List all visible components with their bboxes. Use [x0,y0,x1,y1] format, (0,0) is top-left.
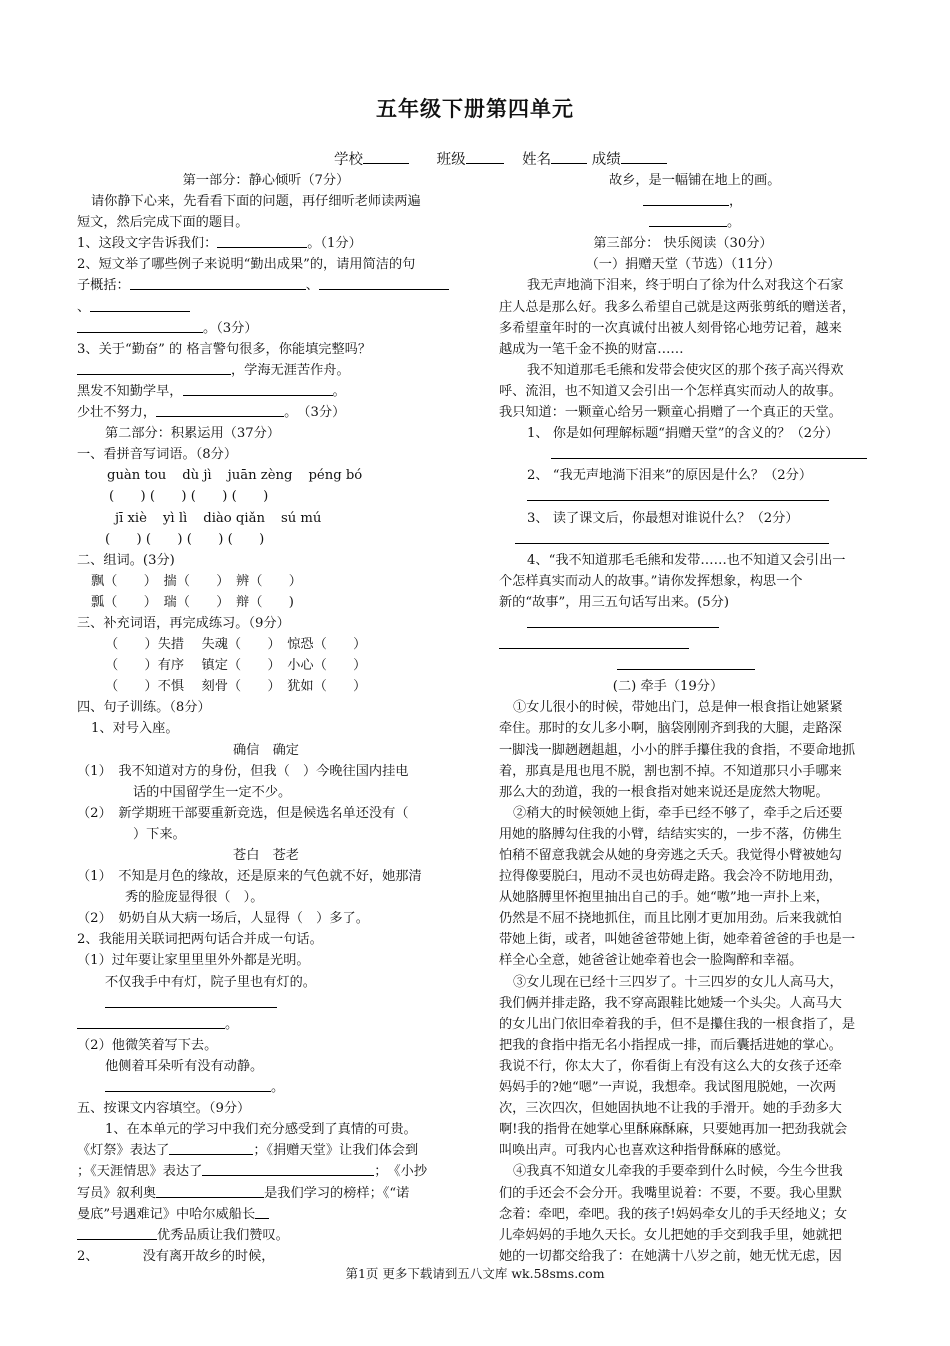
sentence-item: （1） 我不知道对方的身份，但我（ ）今晚往国内挂电 [77,763,409,779]
sentence-item: （2） 奶奶自从大病一场后，人显得（ ）多了。 [77,911,369,927]
fill-item: 曼底”号遇难记》中哈尔威船长 [77,1204,455,1225]
answer-blank[interactable] [217,234,307,248]
reading1-paragraph: 我无声地淌下泪来，终于明白了徐为什么对我这个石家 庄人总是那么好。我多么希望自己就是这两张剪纸的赠送者， 多希望童年时的一次真诚付出被人刻骨铭心地劳记着，越来 越成为一笔千金不换的财富…… [499,278,856,357]
page-title: 五年级下册第四单元 [376,97,574,121]
zuci-row: 飘（ ） 揣（ ） 辨（ ） [91,573,302,589]
answer-line[interactable] [499,444,877,465]
sentence-item: 话的中国留学生一定不少。 [133,784,292,800]
poem-line: 故乡，是一幅铺在地上的画。 [609,173,781,188]
answer-line[interactable]: 。 [77,1077,455,1098]
section-heading: 一、看拼音写词语。（8分） [77,447,238,463]
answer-blank[interactable] [130,276,306,290]
name-label: 姓名 [522,152,552,168]
answer-blank[interactable] [156,1184,264,1198]
section-heading: 三、补充词语，再完成练习。（9分） [77,615,290,631]
answer-blank[interactable] [77,1226,157,1240]
class-field[interactable] [466,149,504,164]
subsection-heading: 1、对号入座。 [91,721,179,737]
answer-line[interactable]: 。 [499,212,877,233]
answer-line[interactable] [499,613,877,634]
answer-line[interactable] [499,655,877,676]
pinyin-row: guàn tou dù jì juān zèng péng bó [107,468,363,484]
reading-question: 4、“我不知道那毛毛熊和发带……也不知道又会引出一 个怎样真实而动人的故事。”请你发挥想象，构思一个 新的“故事”，用三五句话写出来。(5分) [499,552,846,610]
part1-intro: 请你静下心来，先看看下面的问题，再仔细听老师读两遍 [91,194,421,210]
score-field[interactable] [621,149,667,164]
answer-brackets[interactable]: ( ) ( ) ( ) ( ) [105,531,265,547]
word-pair: 确信 确定 [233,742,299,758]
zuci-row: 瓢（ ） 瑞（ ） 辩（ ) [91,594,294,610]
subsection-heading: 2、我能用关联词把两句话合并成一句话。 [77,932,323,948]
question-2: 2、短文举了哪些例子来说明“勤出成果”的，请用简洁的句 [77,257,416,273]
answer-blank[interactable] [319,276,449,290]
idiom-row: （ ）不惧 刻骨（ ） 犹如（ ） [105,679,367,695]
question-3: 黑发不知勤学早， 。 [77,383,346,399]
reading-question: 2、 “我无声地淌下泪来”的原因是什么？（2分） [527,468,813,484]
section-heading: 五、按课文内容填空。（9分） [77,1101,251,1117]
sentence-item: （2） 新学期班干部要重新竞选，但是候选名单还没有（ [77,805,409,821]
reading2-paragraph: ④我真不知道女儿牵我的手要牵到什么时候，今生今世我 们的手还会不会分开。我嘴里说着：不要，不要。我心里默 念着：牵吧，牵吧。我的孩子!妈妈牵女儿的手天经地义；女 儿牵妈妈的手地久天长。女儿把她的手交到我手里，她就把 她的一切都交给我了：在她满十八岁之前，她无忧无虑，因 [499,1164,848,1264]
question-2: 。（3分） [77,318,455,339]
sentence-item: 不仅我手中有灯，院子里也有灯的。 [105,974,316,990]
answer-brackets[interactable]: ( ) ( ) ( ) ( ) [109,489,269,505]
reading1-paragraph: 我不知道那毛毛熊和发带会使灾区的那个孩子高兴得欢 呼、流泪，也不知道又会引出一个怎样真实而动人的故事。 我只知道：一颗童心给另一颗童心捐赠了一个真正的天堂。 [499,362,844,421]
answer-line[interactable]: 。 [77,1014,455,1035]
answer-blank[interactable] [90,298,190,312]
question-2: 、 [77,297,455,318]
reading2-paragraph: ③女儿现在已经十三四岁了。十三四岁的女儿人高马大， 我们俩并排走路，我不穿高跟鞋比她矮一个头尖。人高马大 的女儿出门依旧牵着我的手，但不是攥住我的一根食指了，是 把我的食指中指无名小指捏成一排，而后囊括进她的掌心。 我说不行，你太大了，你看街上有没有这么大的女孩子还牵 妈妈手的?她“嗯”一声说，我想牵。我试图甩脱她，一次两 次，三次四次，但她固执地不让我的手滑开。她的手劲多大 啊!我的指骨在她掌心里酥麻酥麻，只要她再加一把劲我就会 叫唤出声。可我内心也喜欢这种指骨酥麻的感觉。 [499,974,856,1159]
reading2-paragraph: ②稍大的时候领她上街，牵手已经不够了，牵手之后还要 用她的胳膊勾住我的小臂，结结实实的，一步不落，仿佛生 怕稍不留意我就会从她的身旁逃之夭夭。我觉得小臂被她勾 拉得像要脱臼，甩动不灵也妨碍走路。我会冷不防地用劲， 从她胳膊里怀抱里抽出自己的手。她“嗷”地一声扑上来， 仍然是不屈不挠地抓住，而且比刚才更加用劲。后来我就怕 带她上街，或者，叫她爸爸带她上街，她牵着爸爸的手也是一 样全心全意，她爸爸让她牵着也会一脸陶醉和幸福。 [499,805,856,969]
reading-question: 3、 读了课文后，你最想对谁说什么？（2分） [527,510,799,526]
section-heading: 四、句子训练。（8分） [77,700,211,716]
fill-item: 写员》叙利奥 是我们学习的榜样；《“诺 [77,1185,410,1201]
fill-item: 《灯祭》表达了 ；《捐赠天堂》让我们体会到 [77,1143,419,1159]
pinyin-row: jī xiè yì lì diào qiǎn sú mú [115,510,322,526]
name-field[interactable] [551,149,587,164]
class-label: 班级 [436,152,466,168]
answer-line[interactable]: ， [499,191,877,212]
sentence-item: ）下来。 [133,826,186,842]
student-info-line [334,148,667,169]
answer-blank[interactable] [156,403,284,417]
part1-heading: 第一部分：静心倾听（7分） [182,173,350,188]
answer-line[interactable] [77,993,455,1014]
reading-question: 1、 你是如何理解标题“捐赠天堂”的含义的？（2分） [527,426,839,442]
sentence-item: 他侧着耳朵听有没有动静。 [105,1058,264,1074]
question-1: 1、这段文字告诉我们： 。（1分） [77,236,362,252]
word-pair: 苍白 苍老 [233,848,299,863]
sentence-item: （2）他微笑着写下去。 [77,1037,218,1053]
fill-item: 优秀品质让我们赞叹。 [77,1225,455,1246]
reading2-paragraph: ①女儿很小的时候，带她出门，总是伸一根食指让她紧紧 牵住。那时的女儿多小啊，脑袋刚刚齐到我的大腿，走路深 一脚浅一脚趔趔趄趄，小小的胖手攥住我的食指，不要命地抓 着，那真是甩也甩不脱，割也割不掉。不知道那只小手哪来 那么大的劲道，我的一根食指对她来说还是庞然大物呢。 [499,700,856,800]
answer-line[interactable] [499,529,877,550]
sentence-item: 秀的脸庞显得很（ ）。 [125,890,264,906]
part3-heading: 第三部分： 快乐阅读（30分） [593,236,773,252]
school-label: 学校 [334,152,363,168]
reading2-title: (二) 牵手（19分） [612,679,724,695]
answer-line[interactable] [499,486,877,507]
answer-blank[interactable] [202,1162,374,1176]
idiom-row: （ ）失措 失魂（ ） 惊恐（ ） [105,637,367,653]
left-column [77,170,455,1267]
part2-heading: 第二部分：积累运用（37分） [105,426,281,442]
sentence-item: （1）过年要让家里里里外外都是光明。 [77,953,310,969]
answer-blank[interactable] [183,382,333,396]
page-footer: 第1页 更多下载请到五八文库 wk.58sms.com [345,1266,605,1281]
right-column [499,170,877,1267]
answer-blank[interactable] [77,319,203,333]
part1-intro: 短文，然后完成下面的题目。 [77,215,249,231]
sentence-item: （1） 不知是月色的缘故，还是原来的气色就不好，她那清 [77,869,422,885]
question-3: 3、关于“勤奋” 的 格言警句很多，你能填完整吗？ [77,341,372,357]
answer-blank[interactable] [77,361,231,375]
school-field[interactable] [363,149,409,164]
answer-blank[interactable] [169,1141,253,1155]
answer-line[interactable] [499,634,877,655]
answer-blank[interactable] [255,1205,269,1219]
score-label: 成绩 [591,152,621,168]
question-2: 子概括： 、 [77,275,455,296]
fill-item: ；《天涯情思》表达了 ； 《小抄 [77,1164,428,1180]
question-3: ，学海无涯苦作舟。 [77,360,455,381]
fill-item: 2、 没有离开故乡的时候， [77,1248,275,1264]
reading1-title: （一）捐赠天堂（节选）（11分） [585,257,781,273]
idiom-row: （ ）有序 镇定（ ） 小心（ ） [105,658,367,674]
question-3: 少壮不努力， 。 （3分） [77,405,346,421]
section-heading: 二、组词。(3分) [77,552,175,568]
fill-item: 1、在本单元的学习中我们充分感受到了真情的可贵。 [105,1122,417,1138]
